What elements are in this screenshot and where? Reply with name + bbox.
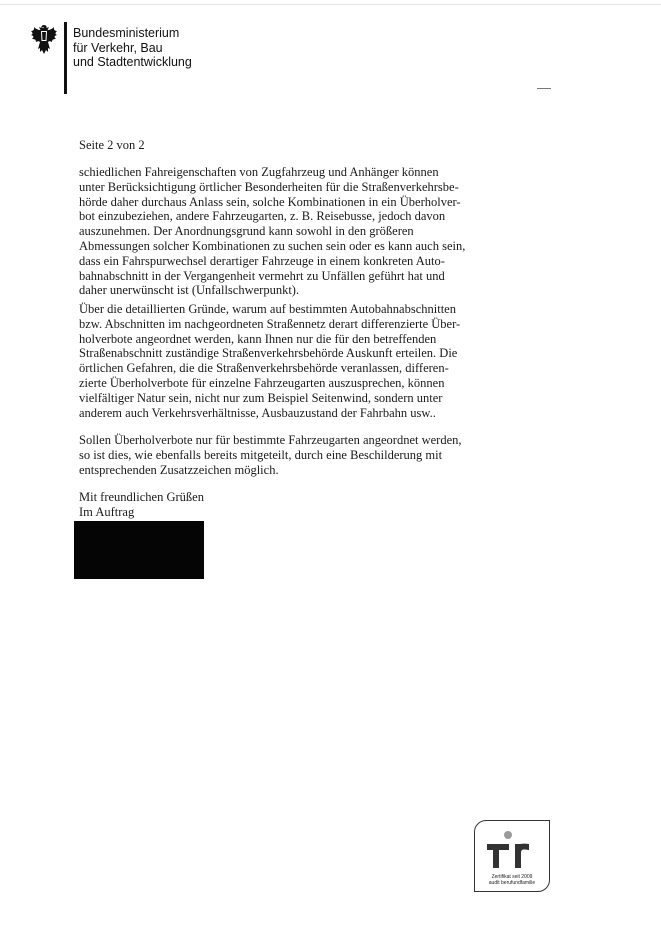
paragraph-1 xyxy=(79,165,479,298)
text-line: Abmessungen solcher Kombinationen zu suchen sein oder es kann auch sein, xyxy=(79,238,466,253)
closing-greeting: Mit freundlichen Grüßen xyxy=(79,490,204,504)
seal-text: audit berufundfamilie xyxy=(488,880,536,886)
paragraph-3 xyxy=(79,433,479,477)
seal-text: Zertifikat seit 2009 xyxy=(491,874,533,880)
text-line: Über die detaillierten Gründe, warum auf bestimmten Autobahnabschnitten xyxy=(79,302,456,316)
text-line: dass ein Fahrspurwechsel derartiger Fahrzeuge in einem konkreten Auto- xyxy=(79,253,445,268)
ministry-name xyxy=(73,26,192,70)
ministry-name-line: für Verkehr, Bau xyxy=(73,40,163,55)
paragraph-2 xyxy=(79,302,479,420)
ministry-name-line: Bundesministerium xyxy=(73,26,180,40)
text-line: örtlichen Gefahren, die die Straßenverkehrsbehörde veranlassen, differen- xyxy=(79,361,449,376)
text-line: daher unerwünscht ist (Unfallschwerpunkt). xyxy=(79,283,300,298)
text-line: bahnabschnitt in der Vergangenheit vermehrt zu Unfällen geführt hat und xyxy=(79,268,445,283)
text-line: schiedlichen Fahreigenschaften von Zugfahrzeug und Anhänger können xyxy=(79,165,439,179)
fold-mark xyxy=(537,88,551,89)
text-line: Sollen Überholverbote nur für bestimmte Fahrzeugarten angeordnet werden, xyxy=(79,433,462,447)
page-number: Seite 2 von 2 xyxy=(79,138,145,152)
text-line: Straßenabschnitt zuständige Straßenverkehrsbehörde Auskunft erteilen. Die xyxy=(79,346,458,361)
text-line: holverbote angeordnet werden, kann Ihnen nur die für den betreffenden xyxy=(79,331,437,346)
text-line: bzw. Abschnitten im nachgeordneten Straßennetz derart differenzierte Über- xyxy=(79,316,461,331)
certificate-seal xyxy=(474,820,550,892)
text-line: bot einzubeziehen, andere Fahrzeugarten, z. B. Reisebusse, jedoch davon xyxy=(79,209,446,224)
letterhead-bar-accent xyxy=(64,22,67,40)
ministry-name-line: und Stadtentwicklung xyxy=(73,55,192,69)
text-line: so ist dies, wie ebenfalls bereits mitgeteilt, durch eine Beschilderung mit xyxy=(79,447,443,462)
redacted-signature xyxy=(74,521,204,579)
text-line: unter Berücksichtigung örtlicher Besonderheiten für die Straßenverkehrsbe- xyxy=(79,179,459,194)
text-line: anderem auch Verkehrsverhältnisse, Ausbauzustand der Fahrbahn usw.. xyxy=(79,405,436,420)
closing-on-behalf: Im Auftrag xyxy=(79,505,135,519)
text-line: vielfältiger Natur sein, nicht nur zum Beispiel Seitenwind, sondern unter xyxy=(79,390,443,405)
closing-block xyxy=(79,490,204,520)
federal-eagle-icon xyxy=(28,22,60,58)
scan-edge xyxy=(0,4,661,5)
text-line: zierte Überholverbote für einzelne Fahrzeugarten auszusprechen, können xyxy=(79,375,445,390)
text-line: hörde daher durchaus Anlass sein, solche Kombinationen in ein Überholver- xyxy=(79,194,461,209)
text-line: auszunehmen. Der Anordnungsgrund kann sowohl in den größeren xyxy=(79,224,414,239)
text-line: entsprechenden Zusatzzeichen möglich. xyxy=(79,462,279,477)
